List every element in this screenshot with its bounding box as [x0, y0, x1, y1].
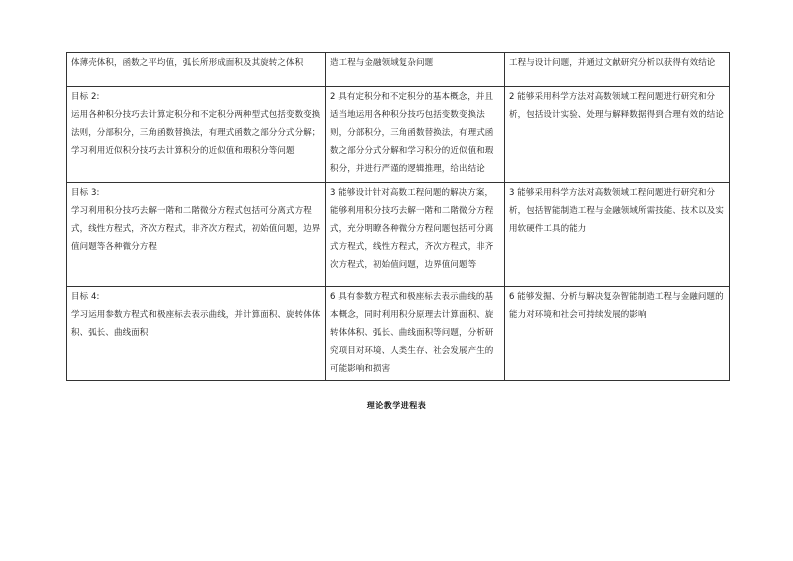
graduation-requirement-cell — [326, 287, 505, 381]
objective-cell — [67, 287, 326, 381]
indicator-text: 3 能够采用科学方法对高数领域工程问题进行研究和分析，包括智能制造工程与金融领域所需技能、技术以及实用软硬件工具的能力 — [509, 188, 725, 234]
objective-text: 学习利用积分技巧去解一階和二階微分方程式包括可分离式方程式，线性方程式，齐次方程式，非齐次方程式，初始值问题，边界值问题等各种微分方程 — [71, 206, 321, 252]
indicator-text: 6 能够发掘、分析与解决复杂智能制造工程与金融问题的能力对环境和社会可持续发展的影响 — [509, 292, 724, 320]
graduation-requirement-text: 3 能够设计针对高数工程问题的解决方案，能够利用积分技巧去解一階和二階微分方程式，充分明瞭各种微分方程问题包括可分离式方程式，线性方程式，齐次方程式，非齐次方程式，初始值问题，边界值问题等 — [330, 188, 494, 270]
table-row — [67, 53, 730, 87]
indicator-cell — [505, 53, 730, 87]
objective-text: 学习运用参数方程式和极座标去表示曲线，并计算面积、旋转体体积、弧长、曲线面积 — [71, 310, 321, 338]
objective-title: 目标 4: — [71, 292, 100, 302]
course-objectives-table — [66, 52, 730, 381]
section-caption: 理论教学进程表 — [366, 401, 427, 410]
indicator-text: 2 能够采用科学方法对高数领域工程问题进行研究和分析，包括设计实验、处理与解释数据得到合理有效的结论 — [509, 92, 725, 120]
table-row — [67, 87, 730, 183]
objective-cell — [67, 53, 326, 87]
graduation-requirement-text: 6 具有参数方程式和极座标去表示曲线的基本概念，同时利用积分原理去计算面积、旋转体体积、弧长、曲线面积等问题，分析研究项目对环境、人类生存、社会发展产生的可能影响和损害 — [330, 292, 494, 374]
graduation-requirement-cell — [326, 87, 505, 183]
table-row — [67, 183, 730, 287]
objective-title: 目标 3: — [71, 188, 100, 198]
graduation-requirement-text: 2 具有定积分和不定积分的基本概念，并且适当地运用各种积分技巧包括变数变换法则，分部积分，三角函数替换法，有理式函数之部分分式分解和学习积分的近似值和瑕积分，并进行严谨的逻辑推理，给出结论 — [330, 92, 494, 174]
objective-text: 体薄壳体积，函数之平均值，弧长所形成面积及其旋转之体积 — [71, 58, 304, 68]
graduation-requirement-cell — [326, 183, 505, 287]
indicator-text: 工程与设计问题，并通过文献研究分析以获得有效结论 — [509, 58, 716, 68]
indicator-cell — [505, 183, 730, 287]
objective-text: 运用各种积分技巧去计算定积分和不定积分两种型式包括变数变换法则，分部积分，三角函数替换法，有理式函数之部分分式分解；学习利用近似积分技巧去计算积分的近似值和瑕积分等问题 — [71, 110, 321, 156]
objective-title: 目标 2: — [71, 92, 100, 102]
graduation-requirement-text: 造工程与金融领域复杂问题 — [330, 58, 434, 68]
table-row — [67, 287, 730, 381]
objective-cell — [67, 87, 326, 183]
graduation-requirement-cell — [326, 53, 505, 87]
indicator-cell — [505, 287, 730, 381]
objective-cell — [67, 183, 326, 287]
indicator-cell — [505, 87, 730, 183]
